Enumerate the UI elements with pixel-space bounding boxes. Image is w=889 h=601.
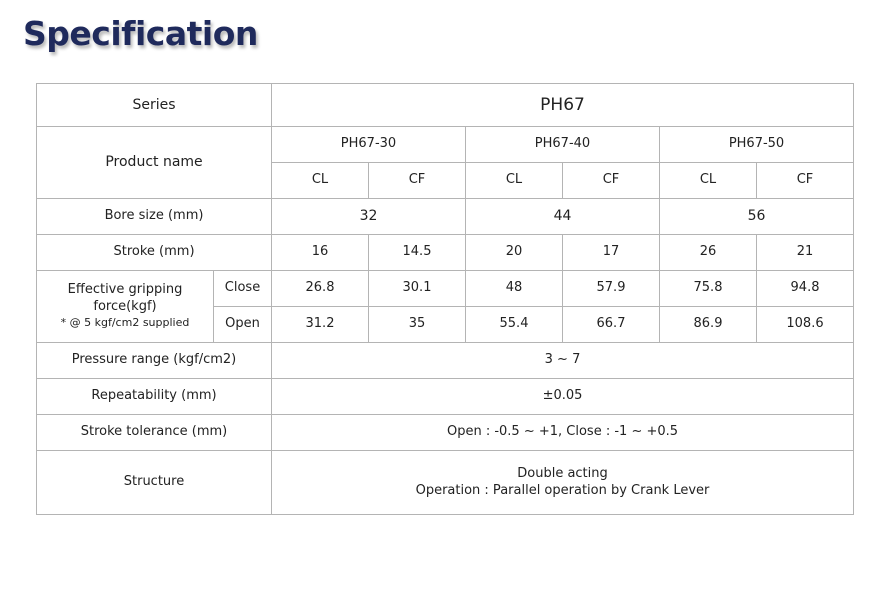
repeatability-label: Repeatability (mm) xyxy=(37,379,272,415)
series-row xyxy=(37,84,854,127)
close-value: 26.8 xyxy=(272,271,369,307)
spec-table xyxy=(36,83,854,515)
structure-line: Operation : Parallel operation by Crank Lever xyxy=(415,482,710,498)
stroke-value: 14.5 xyxy=(369,235,466,271)
tolerance-value: Open : -0.5 ~ +1, Close : -1 ~ +0.5 xyxy=(272,415,854,451)
open-value: 86.9 xyxy=(660,307,757,343)
type-cell: CL xyxy=(272,163,369,199)
stroke-value: 21 xyxy=(757,235,854,271)
open-value: 31.2 xyxy=(272,307,369,343)
close-value: 75.8 xyxy=(660,271,757,307)
close-value: 57.9 xyxy=(563,271,660,307)
bore-label: Bore size (mm) xyxy=(37,199,272,235)
product-name-label: Product name xyxy=(37,127,272,199)
bore-row xyxy=(37,199,854,235)
bore-value: 56 xyxy=(660,199,854,235)
grip-close-row xyxy=(37,271,854,307)
open-value: 55.4 xyxy=(466,307,563,343)
type-cell: CF xyxy=(369,163,466,199)
pressure-value: 3 ~ 7 xyxy=(272,343,854,379)
stroke-row xyxy=(37,235,854,271)
type-cell: CL xyxy=(660,163,757,199)
repeatability-row xyxy=(37,379,854,415)
open-value: 108.6 xyxy=(757,307,854,343)
open-value: 35 xyxy=(369,307,466,343)
grip-note: * @ 5 kgf/cm2 supplied xyxy=(60,316,190,330)
type-cell: CF xyxy=(757,163,854,199)
tolerance-row xyxy=(37,415,854,451)
close-value: 48 xyxy=(466,271,563,307)
type-cell: CL xyxy=(466,163,563,199)
stroke-value: 17 xyxy=(563,235,660,271)
grip-label: Effective gripping force(kgf) xyxy=(67,282,183,315)
structure-label: Structure xyxy=(37,451,272,515)
grip-label-cell xyxy=(37,271,214,343)
close-value: 94.8 xyxy=(757,271,854,307)
structure-value-cell xyxy=(272,451,854,515)
stroke-value: 26 xyxy=(660,235,757,271)
bore-value: 32 xyxy=(272,199,466,235)
model-cell: PH67-50 xyxy=(660,127,854,163)
type-cell: CF xyxy=(563,163,660,199)
series-value: PH67 xyxy=(272,84,854,127)
tolerance-label: Stroke tolerance (mm) xyxy=(37,415,272,451)
stroke-value: 16 xyxy=(272,235,369,271)
pressure-row xyxy=(37,343,854,379)
close-label: Close xyxy=(214,271,272,307)
close-value: 30.1 xyxy=(369,271,466,307)
pressure-label: Pressure range (kgf/cm2) xyxy=(37,343,272,379)
open-label: Open xyxy=(214,307,272,343)
model-cell: PH67-30 xyxy=(272,127,466,163)
stroke-label: Stroke (mm) xyxy=(37,235,272,271)
open-value: 66.7 xyxy=(563,307,660,343)
series-label: Series xyxy=(37,84,272,127)
product-model-row xyxy=(37,127,854,163)
structure-line: Double acting xyxy=(517,465,608,481)
stroke-value: 20 xyxy=(466,235,563,271)
bore-value: 44 xyxy=(466,199,660,235)
structure-row xyxy=(37,451,854,515)
repeatability-value: ±0.05 xyxy=(272,379,854,415)
page-title: Specification xyxy=(23,14,258,53)
model-cell: PH67-40 xyxy=(466,127,660,163)
